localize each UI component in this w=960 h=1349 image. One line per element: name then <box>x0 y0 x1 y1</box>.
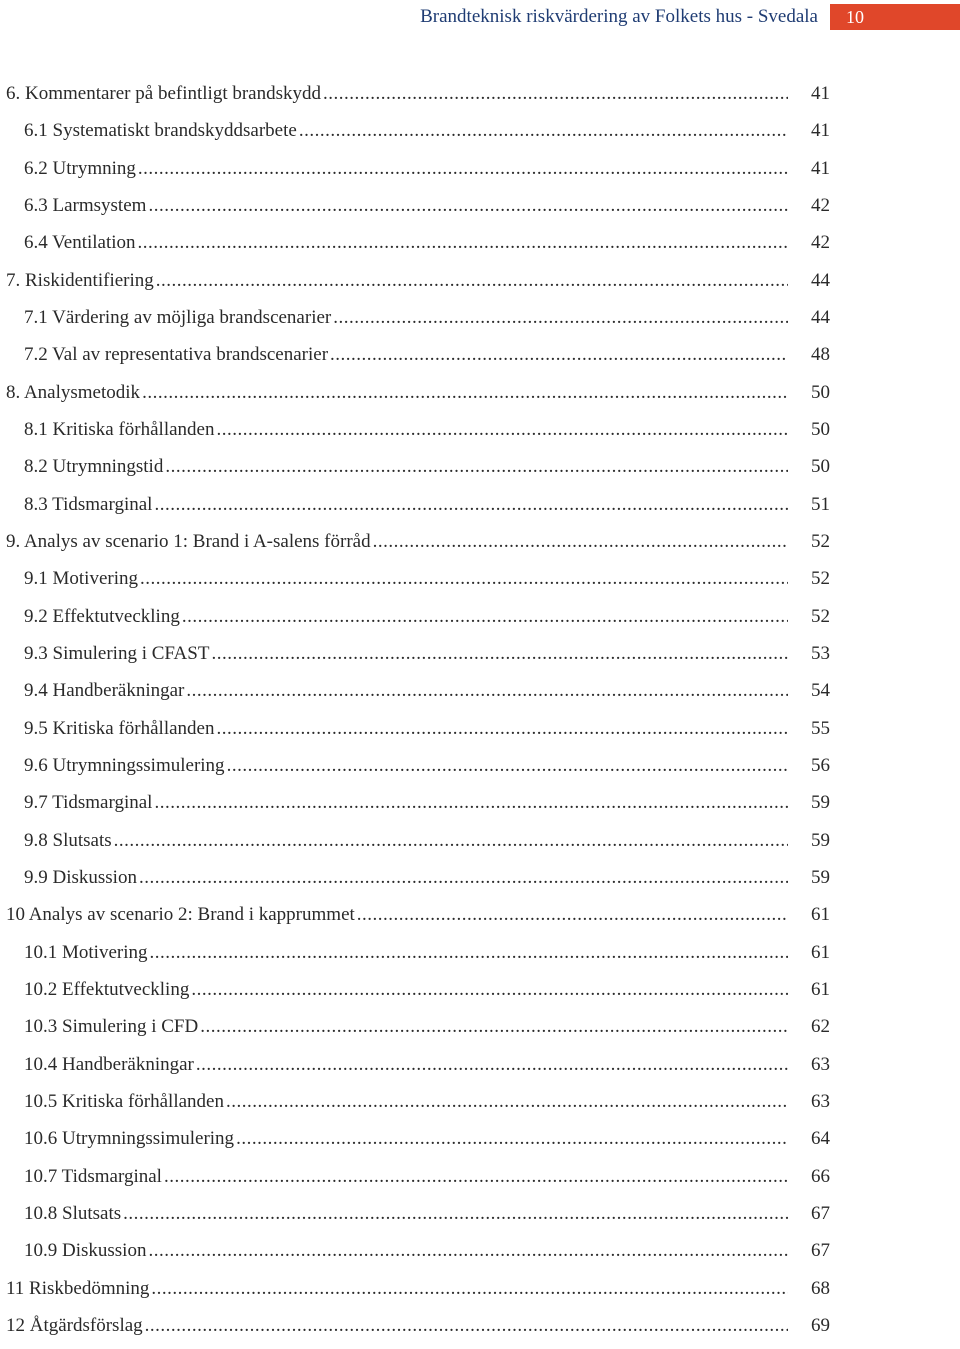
toc-entry-title: 10.2 Effektutveckling <box>24 978 190 1000</box>
toc-entry[interactable] <box>0 976 960 1013</box>
toc-entry-title: 7.2 Val av representativa brandscenarier <box>24 344 329 366</box>
toc-entry[interactable] <box>0 1125 960 1162</box>
toc-entry-title: 8. Analysmetodik <box>6 381 141 403</box>
toc-entry-title: 9.3 Simulering i CFAST <box>24 642 210 664</box>
toc-dot-leader <box>191 978 788 1002</box>
toc-entry-page-number: 63 <box>811 1090 830 1112</box>
toc-entry-page-number: 52 <box>811 568 830 590</box>
toc-entry-page-number: 50 <box>811 418 830 440</box>
toc-entry-title: 9. Analys av scenario 1: Brand i A-salens förråd <box>6 530 371 552</box>
toc-entry-title: 10.9 Diskussion <box>24 1240 147 1262</box>
toc-entry-page-number: 54 <box>811 680 830 702</box>
toc-entry-page-number: 52 <box>811 530 830 552</box>
toc-entry-title: 6.3 Larmsystem <box>24 194 147 216</box>
toc-entry[interactable] <box>0 603 960 640</box>
toc-dot-leader <box>216 717 788 741</box>
toc-entry-page-number: 56 <box>811 754 830 776</box>
toc-entry-title: 9.2 Effektutveckling <box>24 605 180 627</box>
toc-entry[interactable] <box>0 1013 960 1050</box>
toc-entry-page-number: 44 <box>811 306 830 328</box>
toc-entry-page-number: 62 <box>811 1016 830 1038</box>
toc-entry[interactable] <box>0 789 960 826</box>
toc-entry-page-number: 67 <box>811 1202 830 1224</box>
toc-dot-leader <box>196 1053 788 1077</box>
toc-dot-leader <box>148 194 788 218</box>
toc-entry[interactable] <box>0 677 960 714</box>
toc-dot-leader <box>323 82 788 106</box>
toc-dot-leader <box>186 679 788 703</box>
table-of-contents <box>0 80 960 1349</box>
toc-entry-title: 10.6 Utrymningssimulering <box>24 1128 235 1150</box>
toc-entry[interactable] <box>0 416 960 453</box>
toc-entry[interactable] <box>0 304 960 341</box>
toc-entry-page-number: 69 <box>811 1314 830 1336</box>
toc-dot-leader <box>123 1202 788 1226</box>
toc-dot-leader <box>156 269 788 293</box>
toc-entry-page-number: 50 <box>811 456 830 478</box>
toc-entry-title: 6.4 Ventilation <box>24 232 136 254</box>
toc-entry-page-number: 63 <box>811 1053 830 1075</box>
toc-entry-title: 8.1 Kritiska förhållanden <box>24 418 215 440</box>
toc-dot-leader <box>299 119 788 143</box>
toc-dot-leader <box>182 605 788 629</box>
toc-entry-page-number: 41 <box>811 157 830 179</box>
toc-entry-page-number: 59 <box>811 829 830 851</box>
toc-dot-leader <box>139 866 788 890</box>
toc-entry[interactable] <box>0 1051 960 1088</box>
toc-entry-title: 10 Analys av scenario 2: Brand i kapprummet <box>6 904 355 926</box>
toc-entry-title: 7.1 Värdering av möjliga brandscenarier <box>24 306 332 328</box>
toc-entry-title: 11 Riskbedömning <box>6 1277 150 1299</box>
toc-entry-page-number: 66 <box>811 1165 830 1187</box>
toc-entry[interactable] <box>0 117 960 154</box>
toc-entry-page-number: 42 <box>811 232 830 254</box>
toc-entry[interactable] <box>0 80 960 117</box>
toc-entry[interactable] <box>0 640 960 677</box>
toc-dot-leader <box>142 381 788 405</box>
toc-entry[interactable] <box>0 864 960 901</box>
toc-entry-title: 10.4 Handberäkningar <box>24 1053 194 1075</box>
toc-entry[interactable] <box>0 229 960 266</box>
toc-entry-title: 10.8 Slutsats <box>24 1202 122 1224</box>
toc-entry-title: 9.9 Diskussion <box>24 866 137 888</box>
toc-dot-leader <box>140 567 788 591</box>
toc-dot-leader <box>114 829 788 853</box>
toc-dot-leader <box>200 1015 788 1039</box>
toc-dot-leader <box>357 903 788 927</box>
toc-entry-title: 10.3 Simulering i CFD <box>24 1016 199 1038</box>
toc-dot-leader <box>138 231 788 255</box>
toc-entry-page-number: 67 <box>811 1240 830 1262</box>
toc-entry-page-number: 41 <box>811 83 830 104</box>
toc-dot-leader <box>138 157 788 181</box>
toc-entry[interactable] <box>0 192 960 229</box>
toc-entry-title: 8.2 Utrymningstid <box>24 456 164 478</box>
toc-dot-leader <box>154 493 788 517</box>
toc-entry[interactable] <box>0 565 960 602</box>
toc-entry-page-number: 61 <box>811 941 830 963</box>
toc-entry-title: 9.7 Tidsmarginal <box>24 792 153 814</box>
toc-entry-page-number: 41 <box>811 120 830 142</box>
toc-entry-page-number: 55 <box>811 717 830 739</box>
toc-dot-leader <box>150 941 789 965</box>
toc-entry-page-number: 61 <box>811 904 830 926</box>
toc-dot-leader <box>330 343 788 367</box>
toc-entry[interactable] <box>0 1088 960 1125</box>
toc-entry[interactable] <box>0 1163 960 1200</box>
toc-entry-title: 7. Riskidentifiering <box>6 269 154 291</box>
toc-dot-leader <box>236 1127 788 1151</box>
toc-entry[interactable] <box>0 491 960 528</box>
toc-entry[interactable] <box>0 901 960 938</box>
toc-entry[interactable] <box>0 155 960 192</box>
toc-entry-title: 6.1 Systematiskt brandskyddsarbete <box>24 120 297 142</box>
toc-entry-title: 10.5 Kritiska förhållanden <box>24 1090 224 1112</box>
toc-dot-leader <box>145 1314 788 1338</box>
toc-entry-page-number: 68 <box>811 1277 830 1299</box>
toc-dot-leader <box>333 306 788 330</box>
toc-dot-leader <box>148 1239 788 1263</box>
toc-entry-title: 9.1 Motivering <box>24 568 138 590</box>
toc-entry-page-number: 53 <box>811 642 830 664</box>
toc-entry-title: 12 Åtgärdsförslag <box>6 1314 143 1336</box>
toc-dot-leader <box>165 455 788 479</box>
toc-dot-leader <box>164 1165 788 1189</box>
toc-entry[interactable] <box>0 939 960 976</box>
toc-entry-page-number: 44 <box>811 269 830 291</box>
toc-entry-page-number: 59 <box>811 866 830 888</box>
toc-entry[interactable] <box>0 1200 960 1237</box>
toc-entry-page-number: 50 <box>811 381 830 403</box>
toc-entry-page-number: 64 <box>811 1128 830 1150</box>
toc-entry-page-number: 51 <box>811 493 830 515</box>
toc-entry-page-number: 42 <box>811 194 830 216</box>
toc-entry-page-number: 59 <box>811 792 830 814</box>
toc-entry[interactable] <box>0 379 960 416</box>
toc-entry-title: 9.6 Utrymningssimulering <box>24 754 225 776</box>
toc-dot-leader <box>227 754 788 778</box>
toc-entry[interactable] <box>0 267 960 304</box>
document-title: Brandteknisk riskvärdering av Folkets hus - Svedala <box>420 6 818 27</box>
toc-dot-leader <box>373 530 788 554</box>
toc-entry[interactable] <box>0 1312 960 1349</box>
toc-entry-page-number: 48 <box>811 344 830 366</box>
toc-entry[interactable] <box>0 453 960 490</box>
toc-dot-leader <box>226 1090 788 1114</box>
toc-entry[interactable] <box>0 1275 960 1312</box>
toc-entry[interactable] <box>0 827 960 864</box>
toc-entry-title: 8.3 Tidsmarginal <box>24 493 153 515</box>
toc-entry-title: 9.8 Slutsats <box>24 829 112 851</box>
toc-entry-title: 10.1 Motivering <box>24 941 148 963</box>
page-number-badge: 10 <box>830 4 960 30</box>
toc-entry-page-number: 61 <box>811 978 830 1000</box>
toc-dot-leader <box>151 1277 788 1301</box>
toc-entry[interactable] <box>0 1237 960 1274</box>
toc-entry[interactable] <box>0 341 960 378</box>
toc-dot-leader <box>216 418 788 442</box>
toc-dot-leader <box>211 642 788 666</box>
toc-entry-title: 6. Kommentarer på befintligt brandskydd <box>6 83 322 104</box>
toc-entry[interactable] <box>0 715 960 752</box>
toc-entry-title: 9.4 Handberäkningar <box>24 680 185 702</box>
toc-entry-page-number: 52 <box>811 605 830 627</box>
toc-dot-leader <box>154 791 788 815</box>
toc-entry-title: 10.7 Tidsmarginal <box>24 1165 162 1187</box>
toc-entry[interactable] <box>0 528 960 565</box>
toc-entry-title: 9.5 Kritiska förhållanden <box>24 717 215 739</box>
toc-entry-title: 6.2 Utrymning <box>24 157 136 179</box>
page-header <box>0 0 960 34</box>
toc-entry[interactable] <box>0 752 960 789</box>
